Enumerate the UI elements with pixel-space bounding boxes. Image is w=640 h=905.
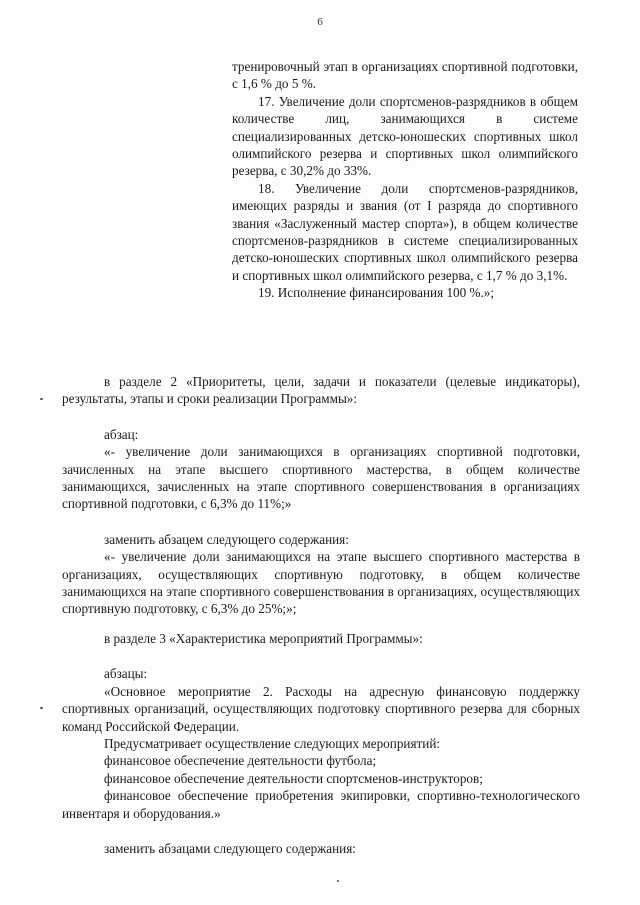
indicator-17: 17. Увеличение доли спортсменов-разрядников в общем количестве лиц, занимающихся в системе специализированных детско-юношеских спортивных школ олимпийского резерва и спортивных школ олимпийского резерва, с 30,2% до 33%. bbox=[232, 93, 578, 179]
scan-speck bbox=[40, 707, 43, 709]
indicator-19: 19. Исполнение финансирования 100 %.»; bbox=[258, 285, 495, 301]
section-2-amendment bbox=[62, 373, 580, 618]
old-paragraph: финансовое обеспечение приобретения экипировки, спортивно-технологического инвентаря и оборудования.» bbox=[62, 788, 580, 821]
scan-speck bbox=[40, 398, 43, 400]
old-paragraph: финансовое обеспечение деятельности спортсменов-инструкторов; bbox=[104, 770, 483, 786]
old-paragraph: «Основное мероприятие 2. Расходы на адресную финансовую поддержку спортивных организаций, осуществляющих подготовку спортивного резерва для сборных команд Российской Федерации. bbox=[62, 683, 580, 734]
section-3-intro: в разделе 3 «Характеристика мероприятий Программы»: bbox=[104, 631, 423, 646]
scan-speck bbox=[337, 880, 339, 882]
replace-instruction: заменить абзацами следующего содержания: bbox=[104, 841, 356, 857]
section-3-amendment bbox=[62, 630, 580, 857]
indicators-list bbox=[232, 58, 578, 302]
paragraph-label: абзац: bbox=[104, 426, 139, 442]
indicator-18: 18. Увеличение доли спортсменов-разрядников, имеющих разряды и звания (от I разряда до спортивного звания «Заслуженный мастер спорта»), в общем количестве спортсменов-разрядников в системе специализированных детско-юношеских спортивных школ олимпийского резерва и спортивных школ олимпийского резерва, с 1,7 % до 3,1%. bbox=[232, 180, 578, 283]
replace-instruction: заменить абзацем следующего содержания: bbox=[104, 531, 349, 547]
new-paragraph: «- увеличение доли занимающихся на этапе высшего спортивного мастерства в организациях, осуществляющих спортивную подготовку, в общем количестве занимающихся на этапе спортивного совершенствования в организациях, осуществляющих спортивную подготовку, с 6,3% до 25%;»; bbox=[62, 549, 580, 617]
page-number: 6 bbox=[317, 16, 323, 28]
old-paragraph: финансовое обеспечение деятельности футбола; bbox=[104, 753, 377, 769]
old-paragraph: «- увеличение доли занимающихся в организациях спортивной подготовки, зачисленных на этапе высшего спортивного мастерства, в общем количестве занимающихся, зачисленных на этапе спортивного совершенствования в организациях спортивной подготовки, с 6,3% до 11%;» bbox=[62, 444, 580, 512]
paragraph: тренировочный этап в организациях спортивной подготовки, с 1,6 % до 5 %. bbox=[232, 59, 578, 92]
old-paragraph: Предусматривает осуществление следующих мероприятий: bbox=[104, 736, 441, 752]
section-2-intro: в разделе 2 «Приоритеты, цели, задачи и показатели (целевые индикаторы), результаты, этапы и сроки реализации Программы»: bbox=[62, 374, 580, 407]
paragraphs-label: абзацы: bbox=[104, 666, 148, 682]
